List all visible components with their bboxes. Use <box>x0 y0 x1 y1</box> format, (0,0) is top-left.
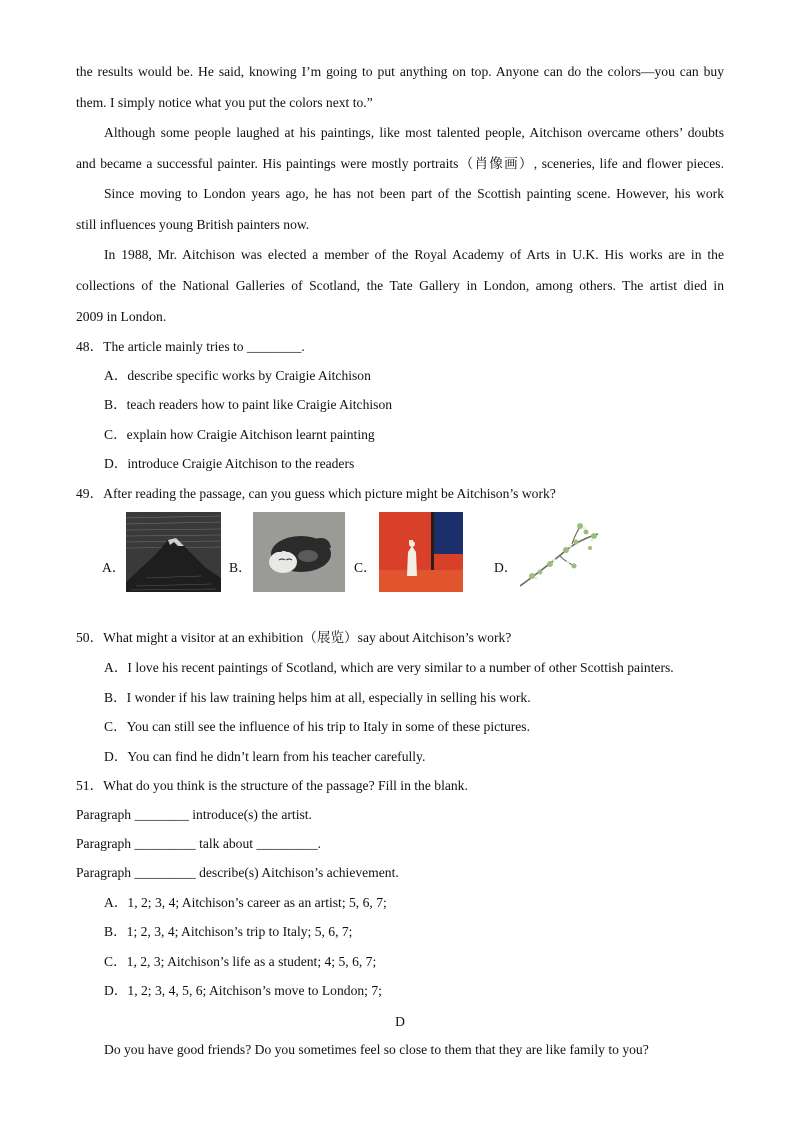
question-51-blank-line: Paragraph ________ introduce(s) the artist. <box>76 807 312 822</box>
question-51-option-b[interactable]: B．1; 2, 3, 4; Aitchison’s trip to Italy; 5, 6, 7; <box>104 924 353 939</box>
passage-line: still influences young British painters now. <box>76 217 310 232</box>
question-48-option-a[interactable]: A．describe specific works by Craigie Aitchison <box>104 368 371 383</box>
question-49-pictures <box>0 512 800 594</box>
question-51-option-d[interactable]: D．1, 2; 3, 4, 5, 6; Aitchison’s move to London; 7; <box>104 983 382 998</box>
figure-red-background-picture[interactable] <box>379 512 463 592</box>
question-48-option-c[interactable]: C．explain how Craigie Aitchison learnt painting <box>104 427 375 442</box>
question-51-blank-line: Paragraph _________ describe(s) Aitchison’s achievement. <box>76 865 399 880</box>
question-49-label-c[interactable]: C． <box>354 560 377 575</box>
question-50-option-d[interactable]: D．You can find he didn’t learn from his teacher carefully. <box>104 749 426 764</box>
section-d-first-line: Do you have good friends? Do you sometimes feel so close to them that they are like family to you? <box>104 1042 649 1057</box>
passage-line: and became a successful painter. His paintings were mostly portraits（肖像画）, sceneries, life and flower pieces. <box>76 156 724 171</box>
question-49-label-b[interactable]: B． <box>229 560 252 575</box>
question-48-option-b[interactable]: B．teach readers how to paint like Craigie Aitchison <box>104 397 393 412</box>
question-50-option-a[interactable]: A．I love his recent paintings of Scotland, which are very similar to a number of other Scottish painters. <box>104 660 674 675</box>
question-51-stem: 51．What do you think is the structure of the passage? Fill in the blank. <box>76 778 468 793</box>
passage-line: them. I simply notice what you put the colors next to.” <box>76 95 373 110</box>
question-49-label-a[interactable]: A． <box>102 560 126 575</box>
passage-line: Although some people laughed at his paintings, like most talented people, Aitchison overcame others’ doubts <box>104 125 724 140</box>
question-50-stem: 50．What might a visitor at an exhibition（展览）say about Aitchison’s work? <box>76 630 512 645</box>
sleeping-cat-picture[interactable] <box>253 512 345 592</box>
passage-line: collections of the National Galleries of Scotland, the Tate Gallery in London, among others. The artist died in <box>76 278 724 293</box>
passage-line: 2009 in London. <box>76 309 167 324</box>
question-50-option-b[interactable]: B．I wonder if his law training helps him at all, especially in selling his work. <box>104 690 531 705</box>
question-49-label-d[interactable]: D． <box>494 560 518 575</box>
question-51-option-a[interactable]: A．1, 2; 3, 4; Aitchison’s career as an artist; 5, 6, 7; <box>104 895 387 910</box>
mountain-woodcut-picture[interactable] <box>126 512 221 592</box>
question-50-option-c[interactable]: C．You can still see the influence of his trip to Italy in some of these pictures. <box>104 719 530 734</box>
passage-line: Since moving to London years ago, he has not been part of the Scottish painting scene. However, his work <box>104 186 724 201</box>
question-48-stem: 48．The article mainly tries to ________. <box>76 339 305 354</box>
question-51-option-c[interactable]: C．1, 2, 3; Aitchison’s life as a student; 4; 5, 6, 7; <box>104 954 377 969</box>
question-51-blank-line: Paragraph _________ talk about _________. <box>76 836 322 851</box>
section-d-heading: D <box>395 1014 405 1029</box>
passage-line: In 1988, Mr. Aitchison was elected a member of the Royal Academy of Arts in U.K. His works are in the <box>104 247 724 262</box>
passage-line: the results would be. He said, knowing I’m going to put anything on top. Anyone can do the colors—you can buy <box>76 64 724 79</box>
flower-branch-picture[interactable] <box>520 512 600 592</box>
question-49-stem: 49．After reading the passage, can you guess which picture might be Aitchison’s work? <box>76 486 556 501</box>
question-48-option-d[interactable]: D．introduce Craigie Aitchison to the readers <box>104 456 355 471</box>
